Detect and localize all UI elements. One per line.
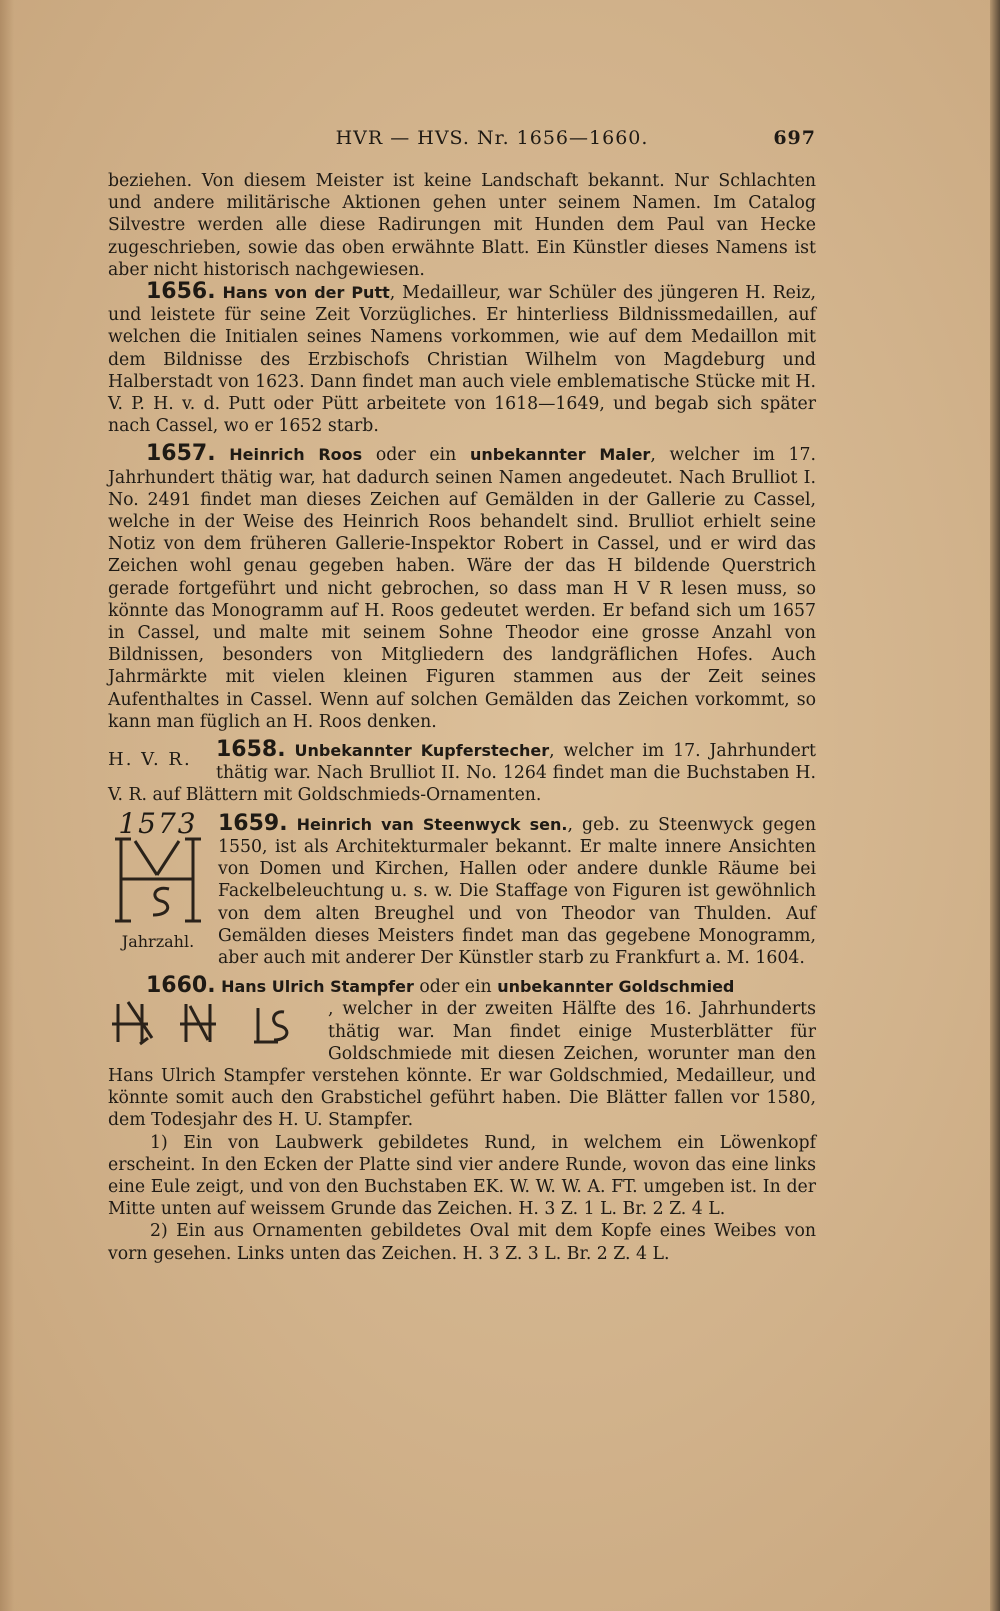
sub-item-2: 2) Ein aus Ornamenten gebildetes Oval mit dem Kopfe eines Weibes von vorn gesehen. Links unten das Zeichen. H. 3 Z. 3 L. Br. 2 Z. 4 L. — [108, 1221, 816, 1264]
entry-text: , geb. zu Steenwyck gegen 1550, ist als Architekturmaler bekannt. Er malte innere Ansichten von Domen und Kirchen, Hallen oder andere dunkle Räume bei Fackelbeleuchtung u. s. w. Die Staffage von Figuren ist gewöhnlich von dem alten Breughel und von Theodor van Thulden. Auf Gemälden dieses Meisters findet man das gegebene Monogramm, aber auch mit anderer Der Künstler starb zu Frankfurt a. M. 1604. — [218, 814, 817, 968]
monogram-hvr-letters: H. V. R. — [108, 749, 192, 771]
entry-number: 1659. — [218, 810, 288, 836]
entry-1660 — [108, 975, 816, 1131]
entry-text: , welcher im 17. Jahrhundert thätig war, hat dadurch seinen Namen angedeutet. Nach Brulliot I. No. 2491 findet man dieses Zeichen auf Gemälden in der Gallerie zu Cassel, welche in der Weise des Heinrich Roos behandelt sind. Brulliot erhielt seine Notiz von dem früheren Gallerie-Inspektor Robert in Cassel, und er wird das Zeichen wohl genau gegeben haben. Wäre der das H bildende Querstrich gerade fortgeführt und nicht gebrochen, so dass man H V R lesen muss, so könnte das Monogramm auf H. Roos gedeutet werden. Er befand sich um 1657 in Cassel, und malte mit seinem Sohne Theodor eine grosse Anzahl von Bildnissen, besonders von Mitgliedern des landgräflichen Hofes. Auch Jahrmärkte mit vielen kleinen Figuren stammen aus der Zeit seines Aufenthaltes in Cassel. Wenn auf solchen Gemälden das Zeichen vorkommt, so kann man füglich an H. Roos denken. — [108, 445, 816, 732]
artist-name: Hans von der Putt — [222, 283, 390, 303]
artist-name-alt: unbekannter Maler — [469, 445, 651, 465]
sub-item-1: 1) Ein von Laubwerk gebildetes Rund, in welchem ein Löwenkopf erscheint. In den Ecken der Platte sind vier andere Runde, wovon das eine links eine Eule zeigt, und von den Buchstaben EK. W. W. W. A. FT. umgeben ist. In der Mitte unten auf weissem Grunde das Zeichen. H. 3 Z. 1 L. Br. 2 Z. 4 L. — [108, 1132, 816, 1220]
page-body — [108, 170, 816, 1265]
page-spine-shadow — [0, 0, 14, 1611]
entry-text: , welcher im 17. Jahrhundert thätig war. Nach Brulliot II. No. 1264 findet man die Buchstaben H. V. R. auf Blättern mit Goldschmieds-Ornamenten. — [108, 741, 816, 806]
running-header — [108, 127, 816, 157]
page-number: 697 — [773, 127, 816, 149]
entry-number: 1660. — [146, 973, 216, 999]
intro-paragraph: beziehen. Von diesem Meister ist keine Landschaft bekannt. Nur Schlachten und andere militärische Aktionen gehen unter seinem Namen. Im Catalog Silvestre werden alle diese Radirungen mit Hunden dem Paul van Hecke zugeschrieben, sowie das oben erwähnte Blatt. Ein Künstler dieses Namens ist aber nicht historisch nachgewiesen. — [108, 171, 816, 280]
entry-1658 — [108, 739, 816, 807]
entry-1659 — [108, 806, 817, 969]
entry-1657 — [108, 443, 816, 733]
entry-number: 1656. — [146, 279, 216, 305]
artist-name: Unbekannter Kupferstecher — [294, 741, 550, 761]
hus-monogram-icon — [108, 998, 318, 1046]
entry-1656 — [108, 281, 816, 437]
page-edge — [990, 0, 1000, 1611]
artist-name: Heinrich Roos — [229, 445, 363, 465]
hvs-monogram-icon — [113, 835, 203, 925]
year-mark: 1573 — [118, 806, 198, 840]
artist-name: Hans Ulrich Stampfer — [221, 977, 414, 997]
entry-text: , welcher in der zweiten Hälfte des 16. Jahrhunderts thätig war. Man findet einige Musterblätter für Goldschmiede mit diesen Zeichen, worunter man den Hans Ulrich Stampfer verstehen könnte. Er war Goldschmied, Medailleur, und könnte somit auch den Grabstichel geführt haben. Die Blätter fallen vor 1580, dem Todesjahr des H. U. Stampfer. — [108, 999, 816, 1131]
year-caption: Jahrzahl. — [121, 932, 195, 952]
entry-text-connector: oder ein — [362, 445, 470, 466]
artist-name: Heinrich van Steenwyck sen. — [296, 814, 568, 834]
entry-text: , Medailleur, war Schüler des jüngeren H. Reiz, und leistete für seine Zeit Vorzügliches. Er hinterliess Bildnissmedaillen, auf welchen die Initialen seines Namens vorkommen, wie auf dem Medaillon mit dem Bildnisse des Erzbischofs Christian Wilhelm von Magdeburg und Halberstadt von 1623. Dann findet man auch viele emblematische Stücke mit H. V. P. H. v. d. Putt oder Pütt arbeitete von 1618—1649, und begab sich später nach Cassel, wo er 1652 starb. — [108, 283, 816, 437]
entry-number: 1658. — [216, 737, 286, 763]
monogram-stampfer — [108, 998, 318, 1046]
artist-name-alt: unbekannter Goldschmied — [497, 977, 735, 997]
entry-number: 1657. — [146, 441, 216, 467]
running-head: HVR — HVS. Nr. 1656—1660. — [335, 127, 649, 149]
monogram-steenwyck — [108, 806, 208, 954]
entry-text-connector: oder ein — [413, 977, 498, 998]
